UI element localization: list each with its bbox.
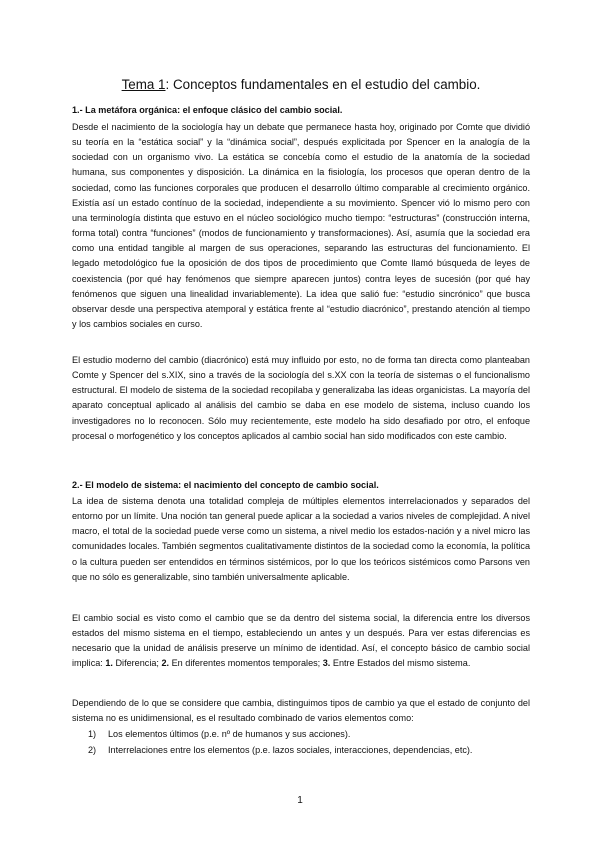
title-text: : Conceptos fundamentales en el estudio del cambio. [165, 77, 481, 92]
page-title [72, 76, 530, 94]
section1-paragraph-1: Desde el nacimiento de la sociología hay un debate que permanece hasta hoy, originado por Comte que dividió su teoría en la “estática social” y la “dinámica social”, después explicitada por Spencer en la analogía de la sociedad con un organismo vivo. La estática se concebía como el estudio de la anatomía de la sociedad humana, sus componentes y disposición. La dinámica en la fisiología, los procesos que operan dentro de la sociedad, como las funciones corporales que producen el desarrollo último comparable al crecimiento orgánico. Existía así un estado contínuo de la sociedad, independiente a su movimiento. Spencer vió lo mismo pero con una terminología distinta que estuvo en el núcleo sociológico mucho tiempo: “estructuras” (construcción interna, forma total) contra “funciones” (modos de funcionamiento y transformaciones). Así, asumía que la sociedad era como una entidad tangible al margen de sus operaciones, separando las estructuras del funcionamiento. El legado metodológico fue la oposición de dos tipos de procedimiento que Comte llamó búsqueda de leyes de coexistencia (por qué hay fenómenos que siempre aparecen juntos) contra leyes de sucesión (por qué hay fenómenos que siguen una linealidad invariablemente). La idea que salió fue: “estudio sincrónico” que busca observar desde una perspectiva atemporal y estática frente al “estudio diacrónico”, prestando atención al tiempo y los cambios sociales en curso. [72, 122, 530, 330]
list-item: 1) Los elementos últimos (p.e. nº de humanos y sus acciones). [88, 729, 351, 739]
section2-paragraph-3: Dependiendo de lo que se considere que cambia, distinguimos tipos de cambio ya que el estado de conjunto del sistema no es unidimensional, es el resultado combinado de varios elementos como: [72, 698, 530, 724]
section2-heading: 2.- El modelo de sistema: el nacimiento del concepto de cambio social. [72, 480, 379, 490]
section1-paragraph-2: El estudio moderno del cambio (diacrónico) está muy influido por esto, no de forma tan directa como planteaban Comte y Spencer del s.XIX, sino a través de la sociología del s.XX con la teoría de sistemas o el funcionalismo estructural. El modelo de sistema de la sociedad recopilaba y generalizaba las ideas organicistas. La mayoría del aparato conceptual aplicado al análisis del cambio se daba en ese modelo de sistema, incluso cuando los investigadores no lo reconocen. Sólo muy recientemente, este modelo ha sido desafiado por otro, el enfoque procesal o morfogenético y los conceptos aplicados al cambio social han sido modificados con este cambio. [72, 355, 530, 441]
element-list [72, 727, 472, 758]
section2-paragraph-2: El cambio social es visto como el cambio que se da dentro del sistema social, la diferencia entre los diversos estados del mismo sistema en el tiempo, estableciendo un antes y un después. Para ver estas diferencias es necesario que la unidad de análisis preserve un mínimo de identidad. Así, el concepto básico de cambio social implica: 1. Diferencia; 2. En diferentes momentos temporales; 3. Entre Estados del mismo sistema. [72, 613, 530, 669]
title-label: Tema 1 [121, 77, 166, 92]
list-item: 2) Interrelaciones entre los elementos (p.e. lazos sociales, interacciones, dependencias, etc). [88, 744, 473, 755]
page-number: 1 [297, 795, 303, 806]
paragraph-text: El cambio social es visto como el cambio que se da dentro del sistema social, la diferencia entre los diversos estados del mismo sistema en el tiempo, estableciendo un antes y un después. Para ver estas diferencias es necesario que la unidad de análisis preserve un mínimo de identidad. Así, el concepto básico de cambio social implica: [72, 613, 530, 669]
section2-paragraph-1: La idea de sistema denota una totalidad compleja de múltiples elementos interrelacionados y separados del entorno por un límite. Una noción tan general puede aplicar a la sociedad a varios niveles de complejidad. A nivel macro, el total de la sociedad puede verse como un sistema, a nivel medio los estados-nación y a nivel micro las comunidades locales. También segmentos cualitativamente distintos de la sociedad como la economía, la política o la cultura pueden ser entendidos en términos sistémicos, por lo que los teóricos sistémicos como Parsons ven que no sólo es generalizable, sino también universalmente aplicable. [72, 496, 530, 582]
section1-heading: 1.- La metáfora orgánica: el enfoque clásico del cambio social. [72, 105, 343, 115]
